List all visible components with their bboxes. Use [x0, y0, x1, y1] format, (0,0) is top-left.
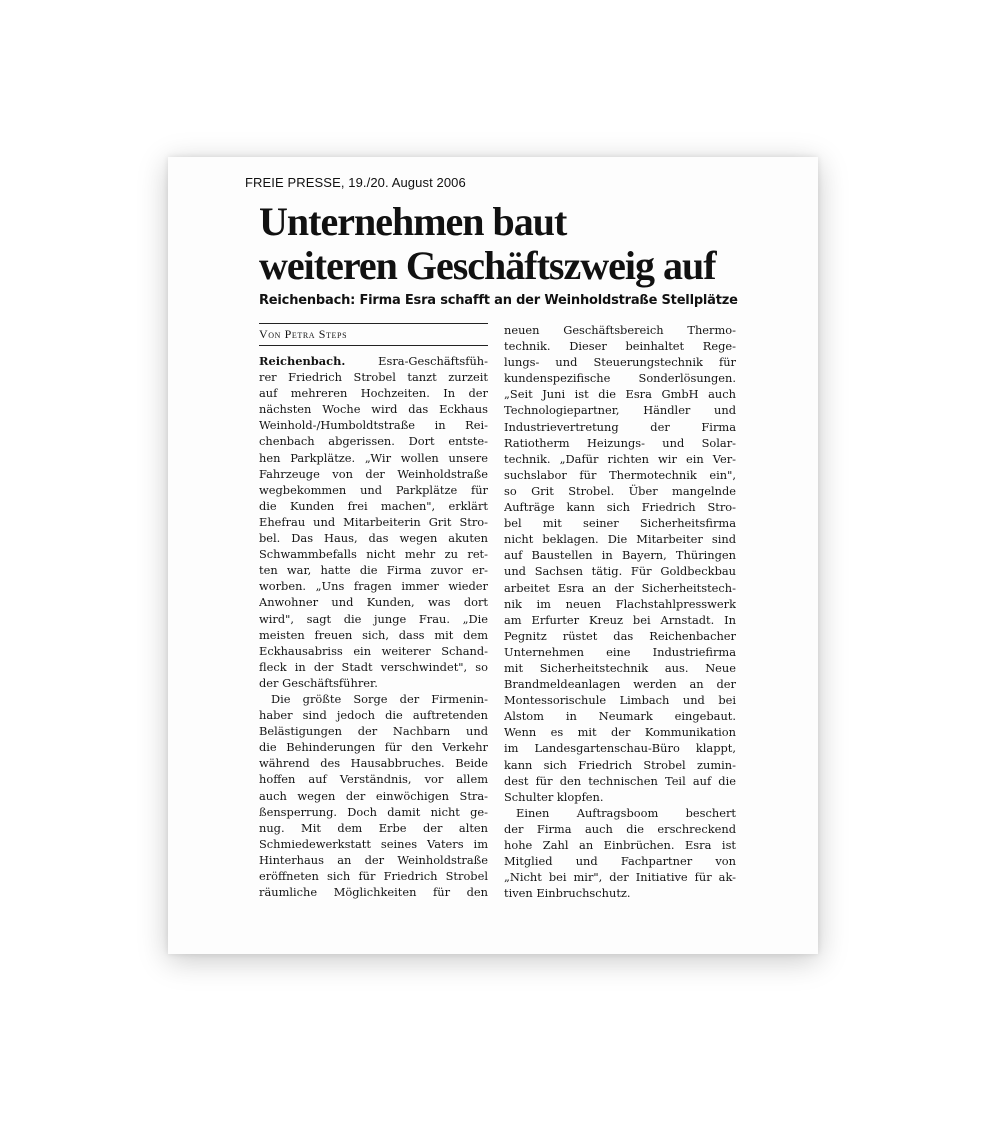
article-line: Ehefrau und Mitarbeiterin Grit Stro-	[259, 514, 488, 529]
article-line: Hinterhaus an der Weinholdstraße	[259, 852, 488, 867]
article-line: fleck in der Stadt verschwindet", so	[259, 659, 488, 674]
article-line: nug. Mit dem Erbe der alten	[259, 820, 488, 835]
byline: Von Petra Steps	[259, 327, 488, 346]
article-line: Weinhold-/Humboldtstraße in Rei-	[259, 418, 488, 433]
article-column-left	[259, 353, 488, 900]
source-line: FREIE PRESSE, 19./20. August 2006	[245, 175, 466, 190]
article-line: Brandmeldeanlagen werden an der	[504, 677, 736, 692]
article-line: ßensperrung. Doch damit nicht ge-	[259, 804, 488, 819]
article-column-right	[504, 322, 736, 901]
article-line: dest für den technischen Teil auf die	[504, 773, 736, 788]
article-line: „Nicht bei mir", der Initiative für ak-	[504, 870, 736, 885]
article-line: wird", sagt die junge Frau. „Die	[259, 611, 488, 626]
headline	[259, 200, 779, 288]
article-line: tiven Einbruchschutz.	[504, 886, 631, 901]
article-line: der Geschäftsführer.	[259, 675, 378, 690]
article-line: worben. „Uns fragen immer wieder	[259, 579, 488, 594]
article-line: Die größte Sorge der Firmenin-	[271, 691, 488, 706]
article-line: Aufträge kann sich Friedrich Stro-	[504, 500, 736, 515]
article-line: Pegnitz rüstet das Reichenbacher	[504, 628, 736, 643]
article-line: die Behinderungen für den Verkehr	[259, 740, 488, 755]
article-line: Anwohner und Kunden, was dort	[259, 595, 488, 610]
article-line: rer Friedrich Strobel tanzt zurzeit	[259, 370, 488, 385]
article-line: Ratiotherm Heizungs- und Solar-	[504, 435, 736, 450]
article-line: eröffneten sich für Friedrich Strobel	[259, 869, 488, 883]
article-line: auf mehreren Hochzeiten. In der	[259, 386, 488, 401]
article-line: haber sind jedoch die auftretenden	[259, 708, 488, 723]
article-line: nächsten Woche wird das Eckhaus	[259, 402, 488, 417]
article-line: meisten freuen sich, dass mit dem	[259, 627, 488, 642]
article-line: Einen Auftragsboom beschert	[516, 805, 736, 820]
article-line: technik. „Dafür richten wir ein Ver-	[504, 451, 736, 466]
article-line: Industrievertretung der Firma	[504, 419, 736, 434]
subheadline: Reichenbach: Firma Esra schafft an der Weinholdstraße Stellplätze	[259, 293, 738, 308]
article-line: Technologiepartner, Händler und	[504, 403, 736, 418]
article-line: am Erfurter Kreuz bei Arnstadt. In	[504, 612, 736, 627]
article-line: im Landesgartenschau-Büro klappt,	[504, 741, 736, 756]
article-line: und Sachsen tätig. Für Goldbeckbau	[504, 564, 736, 579]
article-line: Schmiedewerkstatt seines Vaters im	[259, 836, 488, 851]
article-line: der Firma auch die erschreckend	[504, 821, 736, 836]
article-line: ten war, hatte die Firma zuvor er-	[259, 563, 488, 578]
newspaper-clipping	[168, 157, 818, 954]
article-line: Belästigungen der Nachbarn und	[259, 724, 488, 739]
headline-line-2: weiteren Geschäftszweig auf	[259, 243, 716, 288]
article-line: hohe Zahl an Einbrüchen. Esra ist	[504, 838, 736, 852]
article-line: arbeitet Esra an der Sicherheitstech-	[504, 580, 736, 595]
article-line: neuen Geschäftsbereich Thermo-	[504, 323, 736, 337]
headline-line-1: Unternehmen baut	[259, 199, 567, 244]
article-line: bel mit seiner Sicherheitsfirma	[504, 516, 736, 531]
article-line: hen Parkplätze. „Wir wollen unsere	[259, 450, 488, 465]
article-line: „Seit Juni ist die Esra GmbH auch	[504, 387, 736, 402]
article-line: Alstom in Neumark eingebaut.	[504, 709, 736, 724]
article-line-text: Esra-Geschäftsfüh-	[378, 354, 488, 368]
article-line: kann sich Friedrich Strobel zumin-	[504, 757, 736, 772]
article-line: technik. Dieser beinhaltet Rege-	[504, 339, 736, 354]
byline-rule	[259, 323, 488, 324]
article-line: chenbach abgerissen. Dort entste-	[259, 434, 488, 449]
article-line: nicht beklagen. Die Mitarbeiter sind	[504, 532, 736, 547]
article-line: lungs- und Steuerungstechnik für	[504, 355, 736, 370]
article-line: Montessorischule Limbach und bei	[504, 693, 736, 708]
article-line: die Kunden frei machen", erklärt	[259, 498, 488, 513]
article-line: Fahrzeuge von der Weinholdstraße	[259, 466, 488, 481]
article-line: Schulter klopfen.	[504, 789, 604, 804]
article-line: suchslabor für Thermotechnik ein",	[504, 467, 736, 482]
article-line: auch wegen der einwöchigen Stra-	[259, 788, 488, 803]
article-line	[259, 353, 488, 369]
lead-word: Reichenbach.	[259, 354, 346, 368]
article-line: auf Baustellen in Bayern, Thüringen	[504, 548, 736, 563]
article-line: Mitglied und Fachpartner von	[504, 854, 736, 869]
article-line: nik im neuen Flachstahlpresswerk	[504, 596, 736, 611]
article-line: wegbekommen und Parkplätze für	[259, 482, 488, 497]
article-line: hoffen auf Verständnis, vor allem	[259, 772, 488, 787]
article-line: Wenn es mit der Kommunikation	[504, 725, 736, 740]
article-line: Eckhausabriss ein weiterer Schand-	[259, 643, 488, 658]
article-line: Schwammbefalls nicht mehr zu ret-	[259, 547, 488, 562]
article-line: so Grit Strobel. Über mangelnde	[504, 483, 736, 498]
article-line: Unternehmen eine Industriefirma	[504, 644, 736, 659]
article-line: räumliche Möglichkeiten für den	[259, 885, 488, 900]
article-line: während des Hausabbruches. Beide	[259, 756, 488, 771]
article-line: kundenspezifische Sonderlösungen.	[504, 371, 736, 386]
article-line: bel. Das Haus, das wegen akuten	[259, 531, 488, 546]
article-line: mit Sicherheitstechnik aus. Neue	[504, 660, 736, 675]
